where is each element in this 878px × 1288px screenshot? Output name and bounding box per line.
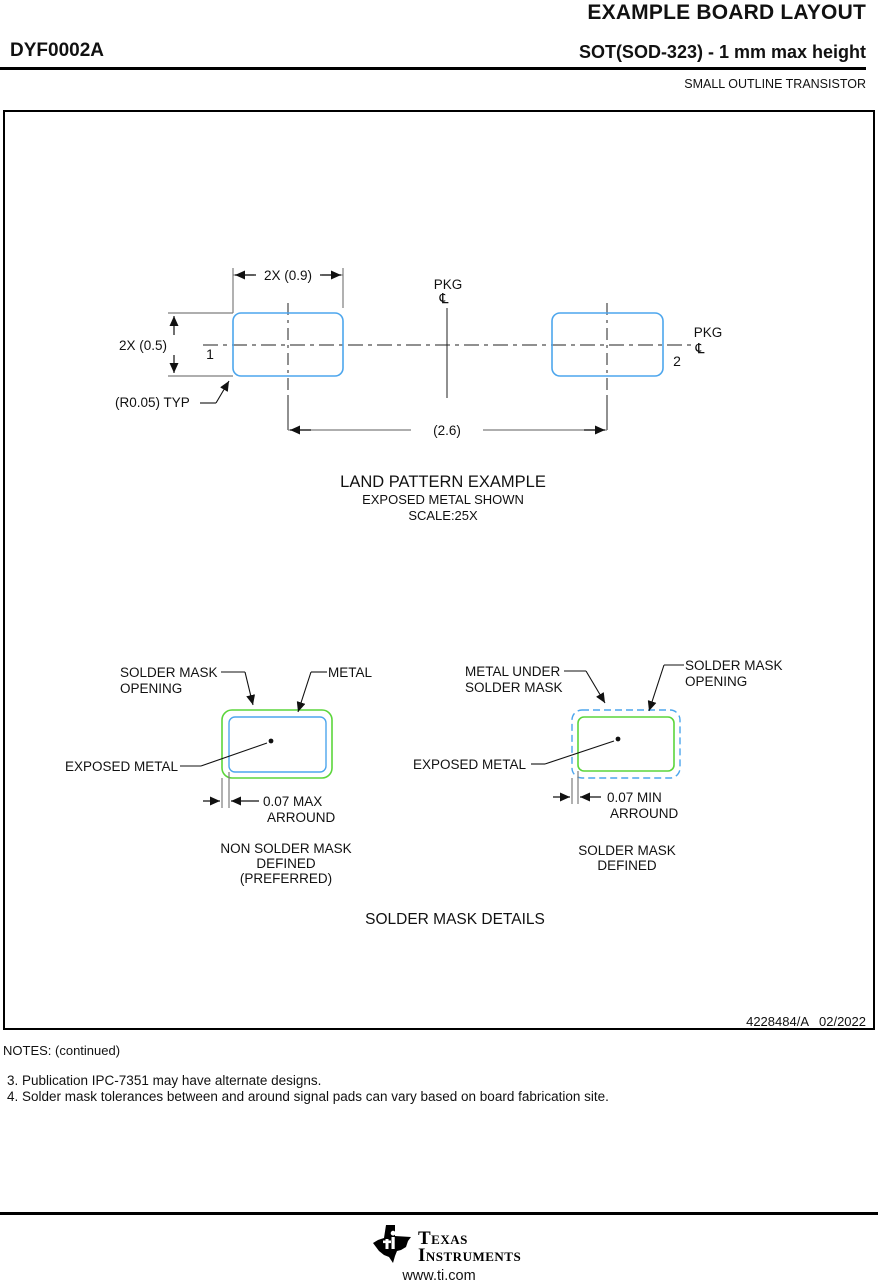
smd-opening-label-1: SOLDER MASK — [685, 658, 783, 673]
pin-2-label: 2 — [673, 353, 681, 369]
smd-metal-under-mask — [572, 710, 680, 778]
pkg-label-center: PKG — [433, 277, 463, 292]
radius-callout — [115, 381, 229, 410]
nsmd-diagram — [65, 665, 372, 886]
package-title: SOT(SOD-323) - 1 mm max height — [578, 42, 866, 62]
dim-pad-width-text: 2X (0.9) — [263, 268, 313, 283]
nsmd-exposed-metal-label: EXPOSED METAL — [65, 759, 179, 774]
smd-caption-2: DEFINED — [597, 858, 657, 873]
smd-solder-mask-opening — [578, 717, 674, 771]
page-title: EXAMPLE BOARD LAYOUT — [587, 1, 866, 24]
note-item-4: 4. Solder mask tolerances between and around signal pads can vary based on board fabrication site. — [7, 1089, 609, 1104]
smd-opening-label-2: OPENING — [685, 674, 748, 689]
nsmd-metal-pad — [229, 717, 326, 772]
ti-brand-line2: Instruments — [418, 1245, 522, 1266]
nsmd-dimension — [203, 772, 336, 825]
land-pattern-subtitle: EXPOSED METAL SHOWN — [362, 492, 524, 507]
smd-dim-text-1: 0.07 MIN — [607, 790, 662, 805]
pkg-label-right: PKG — [693, 325, 723, 340]
ti-brand-line1: Texas — [418, 1228, 468, 1249]
nsmd-metal-label: METAL — [328, 665, 373, 680]
note-item-3: 3. Publication IPC-7351 may have alternate designs. — [7, 1073, 322, 1088]
nsmd-dim-text-1: 0.07 MAX — [263, 794, 323, 809]
ti-logotype — [418, 1230, 521, 1264]
drawing-border — [4, 111, 874, 1029]
dim-pitch — [288, 398, 607, 438]
land-pattern-diagram — [115, 266, 722, 523]
radius-note-text: (R0.05) TYP — [115, 395, 190, 410]
notes-heading: NOTES: (continued) — [3, 1043, 121, 1058]
smd-exposed-metal-dot — [616, 737, 621, 742]
package-subtitle: SMALL OUTLINE TRANSISTOR — [684, 77, 866, 91]
nsmd-caption-3: (PREFERRED) — [239, 871, 333, 886]
land-pattern-scale: SCALE:25X — [408, 508, 478, 523]
smd-diagram — [413, 658, 783, 873]
part-number: DYF0002A — [10, 40, 104, 61]
smd-dim-text-2: ARROUND — [610, 806, 679, 821]
dim-pitch-text: (2.6) — [433, 423, 461, 438]
smd-exposed-metal-label: EXPOSED METAL — [413, 757, 527, 772]
smd-caption-1: SOLDER MASK — [578, 843, 676, 858]
footer-rule — [0, 1212, 878, 1215]
nsmd-opening-label-2: OPENING — [120, 681, 183, 696]
nsmd-exposed-metal-dot — [269, 739, 274, 744]
nsmd-dim-text-2: ARROUND — [267, 810, 336, 825]
dim-pad-height-text: 2X (0.5) — [118, 338, 167, 353]
nsmd-solder-mask-opening — [222, 710, 332, 778]
ti-logo — [372, 1224, 521, 1264]
centerline-symbol-icon: ℄ — [695, 340, 705, 356]
ti-texas-state-icon — [372, 1224, 412, 1264]
board-layout-drawing — [3, 110, 875, 1030]
drawing-number: 4228484/A — [746, 1014, 809, 1029]
nsmd-opening-label-1: SOLDER MASK — [120, 665, 218, 680]
nsmd-caption-2: DEFINED — [256, 856, 316, 871]
smd-metal-under-label-1: METAL UNDER — [465, 664, 561, 679]
land-pattern-title: LAND PATTERN EXAMPLE — [340, 473, 546, 491]
ti-url: www.ti.com — [402, 1268, 476, 1284]
centerline-symbol-icon: ℄ — [439, 290, 449, 306]
revision-date: 02/2022 — [819, 1014, 866, 1029]
smd-metal-under-label-2: SOLDER MASK — [465, 680, 563, 695]
solder-mask-details-title: SOLDER MASK DETAILS — [365, 911, 545, 928]
header-rule — [0, 67, 866, 70]
nsmd-caption-1: NON SOLDER MASK — [220, 841, 352, 856]
pin-1-label: 1 — [206, 346, 214, 362]
